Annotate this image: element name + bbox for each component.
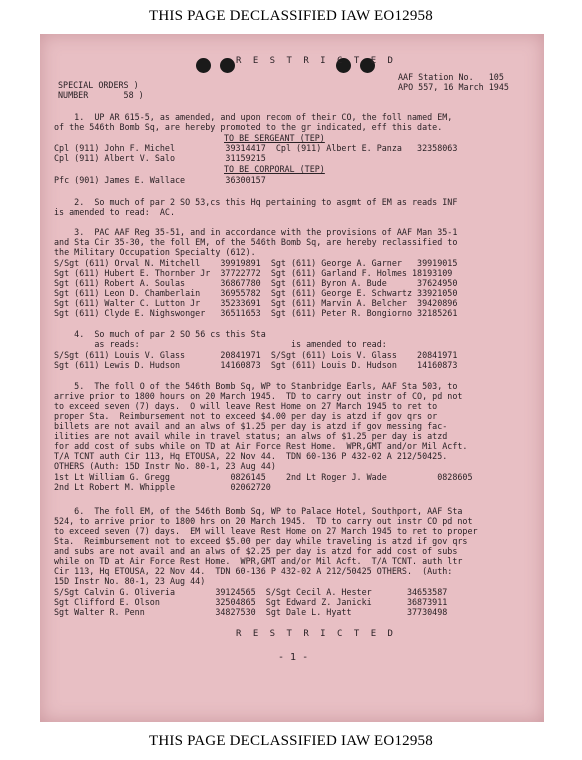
apo-date-line: APO 557, 16 March 1945 [398,82,509,92]
para3-line: 3. PAC AAF Reg 35-51, and in accordance with the provisions of AAF Man 35-1 [54,227,458,237]
para5-line: OTHERS (Auth: 15D Instr No. 80-1, 23 Aug 44) [54,461,276,471]
para5-line: proper Sta. Reimbursement not to exceed $4.00 per day is atzd if gov qrs or [54,411,438,421]
heading-sergeant: TO BE SERGEANT (TEP) [224,133,325,143]
para3-line: and Sta Cir 35-30, the foll EM, of the 546th Bomb Sq, are hereby reclassified to [54,237,458,247]
enlisted-row: S/Sgt Calvin G. Oliveria 39124565 S/Sgt Cecil A. Hester 34653587 [54,587,448,597]
promotion-row: Cpl (911) John F. Michel 39314417 Cpl (911) Albert E. Panza 32358063 [54,143,458,153]
officer-row: 2nd Lt Robert M. Whipple 02062720 [54,482,271,492]
para4-line: as reads: is amended to read: [54,339,387,349]
classification-header: R E S T R I C T E D [236,56,396,66]
reclass-row: Sgt (611) Walter C. Lutton Jr 35233691 Sgt (611) Marvin A. Belcher 39420896 [54,298,458,308]
para5-line: arrive prior to 1800 hours on 20 March 1945. TD to carry out instr of CO, pd not [54,391,463,401]
para5-line: T/A TCNT auth Cir 113, Hq ETOUSA, 22 Nov 44. TDN 60-136 P 432-02 A 212/50425. [54,451,448,461]
correction-row: Sgt (611) Lewis D. Hudson 14160873 Sgt (611) Louis D. Hudson 14160873 [54,360,458,370]
para5-line: for add cost of subs while on TD at Air Force Rest Home. WPR,GMT and/or Mil Acft. [54,441,468,451]
station-line: AAF Station No. 105 [398,72,504,82]
declassification-banner-top: THIS PAGE DECLASSIFIED IAW EO12958 [149,8,433,24]
para6-line: and subs are not avail and an alws of $2.25 per day is atzd for add cost of subs [54,546,458,556]
para5-line: billets are not avail and an alws of $1.25 per day is atzd if gov messing fac- [54,421,448,431]
enlisted-row: Sgt Clifford E. Olson 32504865 Sgt Edward Z. Janicki 36873911 [54,597,448,607]
para4-line: 4. So much of par 2 SO 56 cs this Sta [54,329,266,339]
para6-line: Sta. Reimbursement not to exceed $5.00 per day while traveling is atzd if gov qrs [54,536,468,546]
para6-line: 524, to arrive prior to 1800 hrs on 20 March 1945. TD to carry out instr CO pd not [54,516,473,526]
para5-line: ilities are not avail while in travel status; an alws of $1.25 per day is atzd [54,431,448,441]
orders-number: NUMBER 58 ) [58,90,144,100]
para6-line: to exceed seven (7) days. EM will leave Rest Home on 27 March 1945 to ret to proper [54,526,478,536]
heading-corporal: TO BE CORPORAL (TEP) [224,164,325,174]
reclass-row: Sgt (611) Hubert E. Thornber Jr 37722772 Sgt (611) Garland F. Holmes 18193109 [54,268,453,278]
para6-line: while on TD at Air Force Rest Home. WPR,GMT and/or Mil Acft. T/A TCNT. auth ltr [54,556,463,566]
enlisted-row: Sgt Walter R. Penn 34827530 Sgt Dale L. Hyatt 37730498 [54,607,448,617]
promotion-row: Cpl (911) Albert V. Salo 31159215 [54,153,266,163]
punch-hole-icon [220,58,235,73]
punch-hole-icon [196,58,211,73]
document-page [40,34,544,722]
classification-footer: R E S T R I C T E D [236,629,396,639]
para2-line: is amended to read: AC. [54,207,176,217]
para5-line: to exceed seven (7) days. O will leave Rest Home on 27 March 1945 to ret to [54,401,438,411]
orders-label: SPECIAL ORDERS ) [58,80,139,90]
reclass-row: Sgt (611) Robert A. Soulas 36867780 Sgt (611) Byron A. Bude 37624950 [54,278,458,288]
para1-line: of the 546th Bomb Sq, are hereby promoted to the gr indicated, eff this date. [54,122,443,132]
para6-line: 6. The foll EM, of the 546th Bomb Sq, WP to Palace Hotel, Southport, AAF Sta [54,506,463,516]
correction-row: S/Sgt (611) Louis V. Glass 20841971 S/Sgt (611) Lois V. Glass 20841971 [54,350,458,360]
para3-line: the Military Occupation Specialty (612). [54,247,256,257]
officer-row: 1st Lt William G. Gregg 0826145 2nd Lt Roger J. Wade 0828605 [54,472,473,482]
para6-line: Cir 113, Hq ETOUSA, 22 Nov 44. TDN 60-136 P 432-02 A 212/50425 OTHERS. (Auth: [54,566,453,576]
para2-line: 2. So much of par 2 SO 53,cs this Hq pertaining to asgmt of EM as reads INF [54,197,458,207]
reclass-row: S/Sgt (611) Orval N. Mitchell 39919891 Sgt (611) George A. Garner 39919015 [54,258,458,268]
reclass-row: Sgt (611) Clyde E. Nighswonger 36511653 Sgt (611) Peter R. Bongiorno 32185261 [54,308,458,318]
promotion-row: Pfc (901) James E. Wallace 36300157 [54,175,266,185]
reclass-row: Sgt (611) Leon D. Chamberlain 36955782 Sgt (611) George E. Schwartz 33921050 [54,288,458,298]
declassification-banner-bottom: THIS PAGE DECLASSIFIED IAW EO12958 [149,733,433,749]
page-number: - 1 - [278,652,309,663]
para1-line: 1. UP AR 615-5, as amended, and upon recom of their CO, the foll named EM, [54,112,453,122]
para6-line: 15D Instr No. 80-1, 23 Aug 44) [54,576,206,586]
para5-line: 5. The foll O of the 546th Bomb Sq, WP to Stanbridge Earls, AAF Sta 503, to [54,381,458,391]
